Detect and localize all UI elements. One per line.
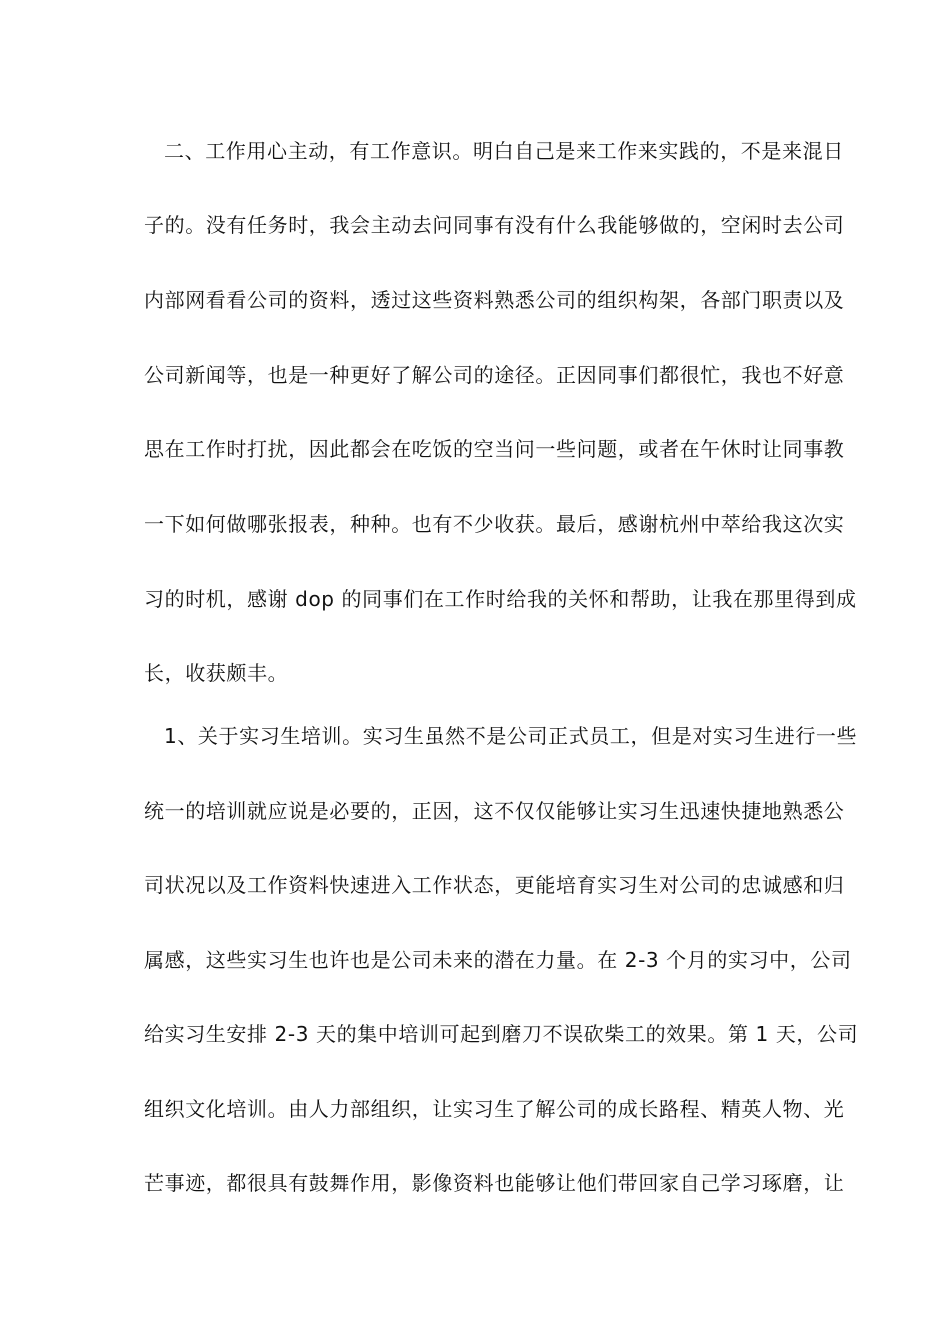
paragraph-line: 芒事迹，都很具有鼓舞作用，影像资料也能够让他们带回家自己学习琢磨，让 [144,1171,845,1195]
paragraph-line: 子的。没有任务时，我会主动去问同事有没有什么我能够做的，空闲时去公司 [144,213,845,237]
paragraph-line: 组织文化培训。由人力部组织，让实习生了解公司的成长路程、精英人物、光 [144,1097,845,1121]
paragraph-line: 习的时机，感谢 dop 的同事们在工作时给我的关怀和帮助，让我在那里得到成 [144,587,857,611]
paragraph-line: 长，收获颇丰。 [144,661,289,685]
paragraph-line: 二、工作用心主动，有工作意识。明白自己是来工作来实践的，不是来混日 [164,139,844,163]
paragraph-line: 公司新闻等，也是一种更好了解公司的途径。正因同事们都很忙，我也不好意 [144,363,845,387]
paragraph-line: 内部网看看公司的资料，透过这些资料熟悉公司的组织构架，各部门职责以及 [144,288,845,312]
paragraph-line: 给实习生安排 2-3 天的集中培训可起到磨刀不误砍柴工的效果。第 1 天，公司 [144,1022,859,1046]
paragraph-line: 统一的培训就应说是必要的，正因，这不仅仅能够让实习生迅速快捷地熟悉公 [144,799,845,823]
paragraph-line: 思在工作时打扰，因此都会在吃饭的空当问一些问题，或者在午休时让同事教 [144,437,845,461]
paragraph-line: 司状况以及工作资料快速进入工作状态，更能培育实习生对公司的忠诚感和归 [144,873,845,897]
paragraph-line: 1、关于实习生培训。实习生虽然不是公司正式员工，但是对实习生进行一些 [164,724,858,748]
paragraph-line: 属感，这些实习生也许也是公司未来的潜在力量。在 2-3 个月的实习中，公司 [144,948,852,972]
paragraph-line: 一下如何做哪张报表，种种。也有不少收获。最后，感谢杭州中萃给我这次实 [144,512,845,536]
